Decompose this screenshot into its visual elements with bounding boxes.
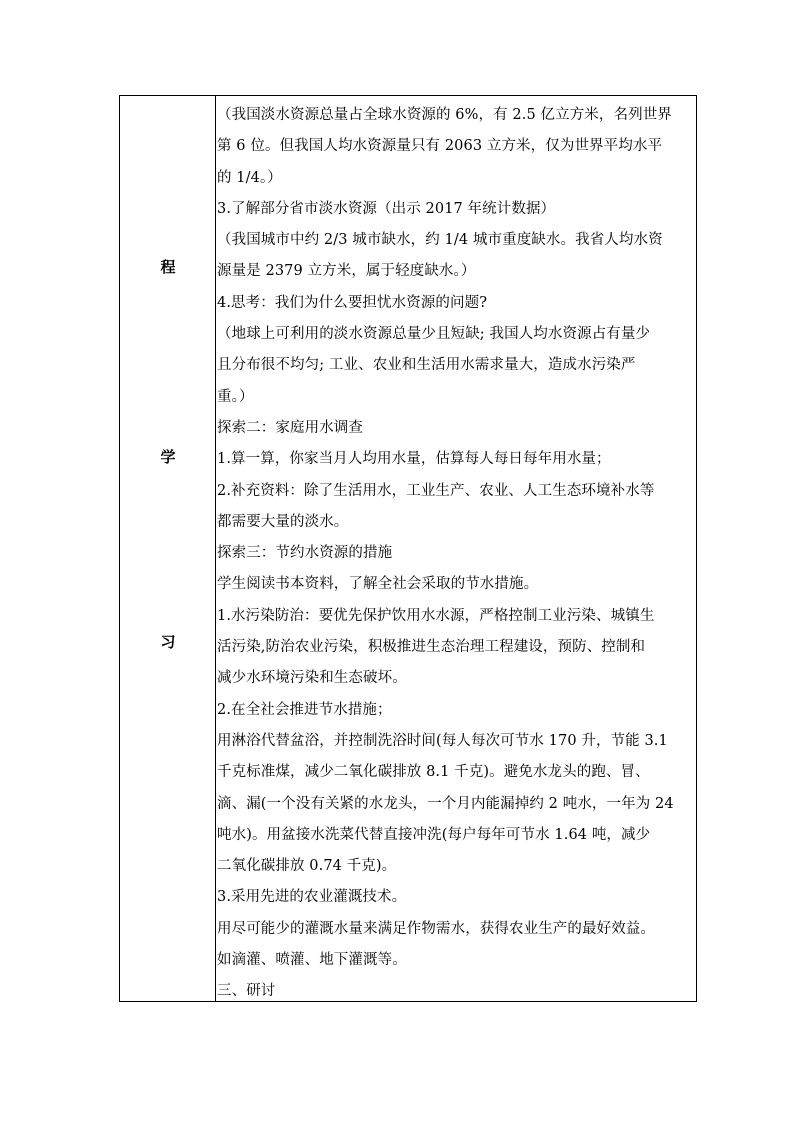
content-line: 2.在全社会推进节水措施； [217,701,392,718]
content-line: 2.补充资料：除了生活用水，工业生产、农业、人工生态环境补水等 [217,482,655,499]
content-line: 探索三：节约水资源的措施 [217,545,393,562]
content-column [217,100,697,1008]
section-label-column [120,96,216,1001]
content-line: 如滴灌、喷灌、地下灌溉等。 [217,952,407,969]
content-line: 活污染,防治农业污染，积极推进生态治理工程建设，预防、控制和 [217,639,646,656]
content-line: 吨水)。用盆接水洗菜代替直接冲洗(每户每年可节水 1.64 吨，减少 [217,826,651,843]
content-line: 的 1/4。） [217,169,282,186]
content-line: 千克标准煤，减少二氧化碳排放 8.1 千克)。避免水龙头的跑、冒、 [217,764,650,781]
content-line: （我国淡水资源总量占全球水资源的 6%，有 2.5 亿立方米，名列世界 [217,107,672,123]
side-label-xi: 习 [160,633,176,651]
content-line: 源量是 2379 立方米，属于轻度缺水。） [217,263,476,280]
content-line: 3.了解部分省市淡水资源（出示 2017 年统计数据） [217,200,556,217]
content-line: 1.水污染防治：要优先保护饮用水水源，严格控制工业污染、城镇生 [217,607,655,624]
lesson-table [119,95,697,1002]
content-line: （我国城市中约 2/3 城市缺水，约 1/4 城市重度缺水。我省人均水资 [217,232,663,249]
content-line: 1.算一算，你家当月人均用水量，估算每人每日每年用水量； [217,451,611,468]
content-line: 第 6 位。但我国人均水资源量只有 2063 立方米，仅为世界平均水平 [217,138,663,155]
content-line: 探索二：家庭用水调查 [217,419,363,436]
content-line: 重。） [217,388,254,405]
content-line: 都需要大量的淡水。 [217,513,349,530]
content-line: 且分布很不均匀; 工业、农业和生活用水需求量大，造成水污染严 [217,357,636,374]
content-line: 3.采用先进的农业灌溉技术。 [217,889,407,906]
content-line: （地球上可利用的淡水资源总量少且短缺; 我国人均水资源占有量少 [217,326,651,343]
content-line: 用淋浴代替盆浴，并控制洗浴时间(每人每次可节水 170 升，节能 3.1 [217,732,668,749]
side-label-cheng: 程 [160,258,176,276]
content-line: 用尽可能少的灌溉水量来满足作物需水，获得农业生产的最好效益。 [217,920,655,937]
content-line: 减少水环境污染和生态破坏。 [217,670,407,687]
content-line: 三、研讨 [217,983,276,1000]
content-line: 学生阅读书本资料，了解全社会采取的节水措施。 [217,576,539,593]
content-line: 4.思考：我们为什么要担忧水资源的问题? [217,294,488,311]
content-line: 二氧化碳排放 0.74 千克)。 [217,858,397,875]
content-line: 滴、漏(一个没有关紧的水龙头，一个月内能漏掉约 2 吨水，一年为 24 [217,795,674,812]
side-label-xue: 学 [160,448,176,466]
